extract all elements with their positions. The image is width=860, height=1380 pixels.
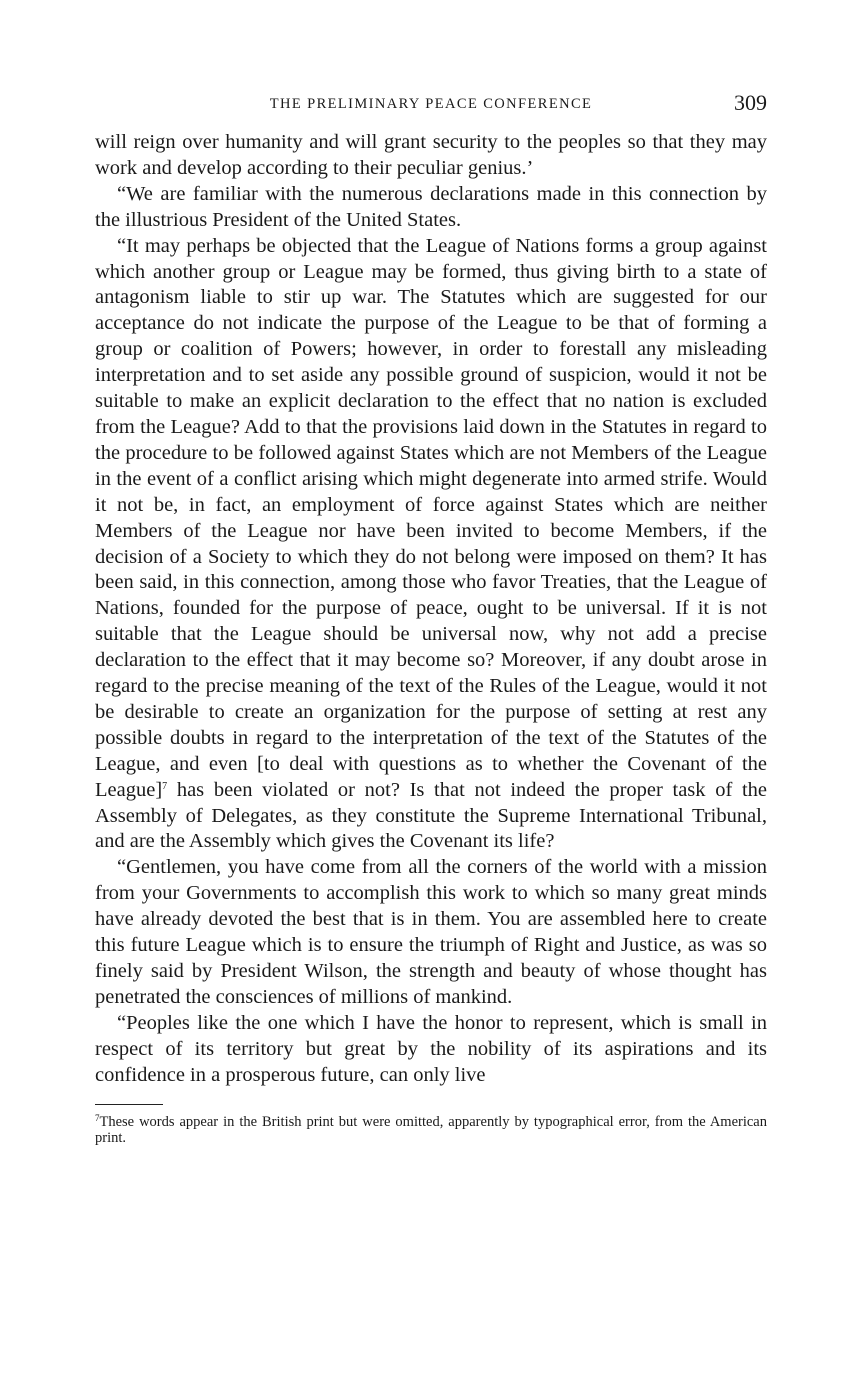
paragraph-3: [95, 234, 767, 856]
body-text: [95, 130, 767, 1089]
footnote-divider: [95, 1104, 163, 1105]
footnote: [95, 1114, 767, 1146]
footnote-text: These words appear in the British print but were omitted, apparently by typographical error, from the American print.: [95, 1113, 767, 1146]
footnote-marker: 7: [95, 1112, 100, 1123]
running-title: THE PRELIMINARY PEACE CONFERENCE: [269, 96, 593, 112]
paragraph-5: “Peoples like the one which I have the honor to represent, which is small in respect of its territory but great by the nobility of its aspirations and its confidence in a prosperous future, can only live: [95, 1011, 767, 1086]
footnote-reference: 7: [162, 780, 168, 792]
paragraph-3-part-2: has been violated or not? Is that not indeed the proper task of the Assembly of Delegates, as they constitute the Supreme International Tribunal, and are the Assembly which gives the Covenant its life?: [95, 778, 767, 853]
paragraph-4: “Gentlemen, you have come from all the corners of the world with a mission from your Governments to accomplish this work to which so many great minds have already devoted the best that is in them. You are assembled here to create this future League which is to ensure the triumph of Right and Justice, as was so finely said by President Wilson, the strength and beauty of whose thought has penetrated the consciences of millions of mankind.: [95, 856, 767, 1008]
paragraph-2: “We are familiar with the numerous declarations made in this connection by the illustrious President of the United States.: [95, 182, 767, 231]
book-page: [95, 90, 767, 1146]
paragraph-1: will reign over humanity and will grant security to the peoples so that they may work and develop according to their peculiar genius.’: [95, 131, 767, 179]
page-header: [95, 90, 767, 122]
page-number: 309: [734, 90, 767, 115]
paragraph-3-part-1: “It may perhaps be objected that the League of Nations forms a group against which another group or League may be formed, thus giving birth to a state of antagonism liable to stir up war. The Statutes which are suggested for our acceptance do not indicate the purpose of the League to be that of forming a group or coalition of Powers; however, in order to forestall any misleading interpretation and to set aside any possible ground of suspicion, would it not be suitable to make an explicit declaration to the effect that no nation is excluded from the League? Add to that the provisions laid down in the Statutes in regard to the procedure to be followed against States which are not Members of the League in the event of a conflict arising which might degenerate into armed strife. Would it not be, in fact, an employment of force against States which are neither Members of the League nor have been invited to become Members, if the decision of a Society to which they do not belong were imposed on them? It has been said, in this connection, among those who favor Treaties, that the League of Nations, founded for the purpose of peace, ought to be universal. If it is not suitable that the League should be universal now, why not add a precise declaration to the effect that it may become so? Moreover, if any doubt arose in regard to the precise meaning of the text of the Rules of the League, would it not be desirable to create an organization for the purpose of setting at rest any possible doubts in regard to the interpretation of the text of the Statutes of the League, and even [to deal with questions as to whether the Covenant of the League]: [95, 234, 767, 801]
